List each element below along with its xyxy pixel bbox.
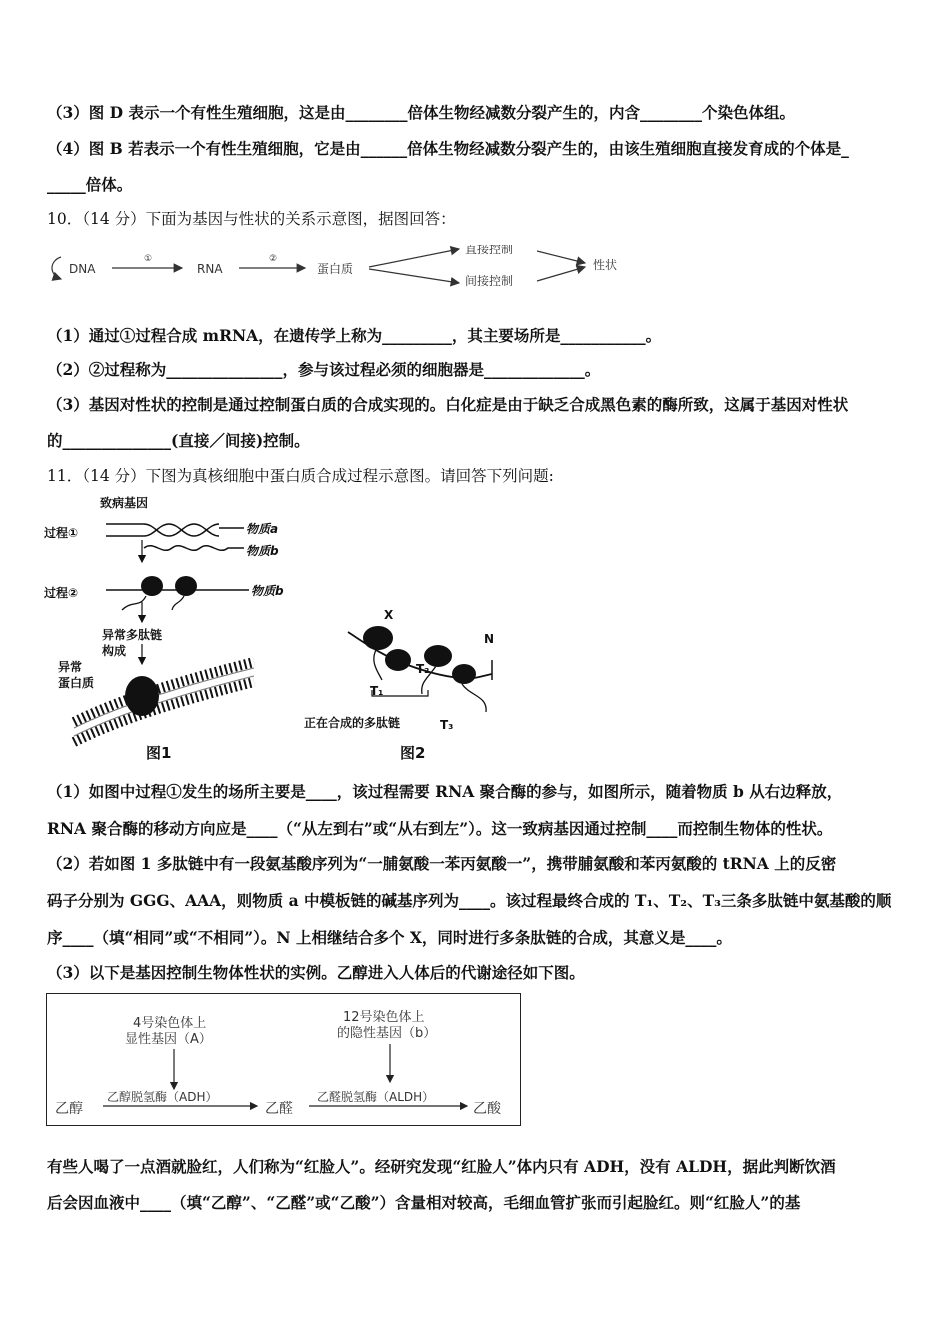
fig1-caption: 图1 [146,744,172,762]
flow-indirect: 间接控制 [465,274,514,288]
fig1-abnormal-chain: 异常多肽链 [102,628,163,642]
fig2-t2-label: T₂ [416,662,430,676]
figure-1 [44,492,294,762]
fig2-t3-label: T₃ [440,718,454,732]
flow-dna: DNA [69,262,96,276]
fig1-abnormal-protein: 异常 [58,660,83,674]
fig1-abnormal-chain-2: 构成 [102,644,127,658]
q11-part2-cont2: 序____（填“相同”或“不相同”）。N 上相继结合多个 X，同时进行多条肽链的合成，其意义是____。 [47,928,732,947]
q9-part3: （3）图 D 表示一个有性生殖细胞，这是由________倍体生物经减数分裂产生的，内含________个染色体组。 [47,103,796,122]
q11-part1: （1）如图中过程①发生的场所主要是____，该过程需要 RNA 聚合酶的参与，如图所示，随着物质 b 从右边释放， [47,782,843,801]
fig2-chain-label: 正在合成的多肽链 [304,716,401,730]
flow-step1: ① [144,254,153,264]
fig2-caption: 图2 [400,744,426,762]
q9-part4: （4）图 B 若表示一个有性生殖细胞，它是由______倍体生物经减数分裂产生的，由该生殖细胞直接发育成的个体是_ [47,139,849,158]
fig1-process1-label: 过程① [44,526,79,540]
fig2-x-label: X [384,608,394,622]
pathway-acetic-acid: 乙酸 [473,1101,501,1117]
fig1-substance-b: 物质b [246,544,279,558]
pathway-gene-a-2: 显性基因（A） [125,1032,212,1047]
pathway-gene-b-1: 12号染色体上 [343,1010,425,1025]
q10-part3: （3）基因对性状的控制是通过控制蛋白质的合成实现的。白化症是由于缺乏合成黑色素的酶所致，这属于基因对性状 [47,395,849,414]
fig1-gene-label: 致病基因 [100,496,149,510]
q11-part2-cont: 码子分别为 GGG、AAA，则物质 a 中模板链的碱基序列为____。该过程最终合成的 T₁、T₂、T₃三条多肽链中氨基酸的顺 [47,891,892,910]
q10-part2: （2）②过程称为_______________，参与该过程必须的细胞器是_____________。 [47,360,601,379]
q11-part2: （2）若如图 1 多肽链中有一段氨基酸序列为“一脯氨酸一苯丙氨酸一”，携带脯氨酸和苯丙氨酸的 tRNA 上的反密 [47,854,837,873]
fig1-substance-a: 物质a [246,522,279,536]
q11-part3-text-cont: 后会因血液中____（填“乙醇”、“乙醛”或“乙酸”）含量相对较高，毛细血管扩张而引起脸红。则“红脸人”的基 [47,1193,801,1212]
ethanol-pathway-box [46,993,521,1126]
pathway-adh: 乙醇脱氢酶（ADH） [107,1090,218,1104]
fig2-t1-label: T₁ [370,684,384,698]
pathway-gene-b-2: 的隐性基因（b） [337,1026,437,1041]
pathway-gene-a-1: 4号染色体上 [133,1016,207,1031]
pathway-acetaldehyde: 乙醛 [265,1101,293,1117]
fig1-abnormal-protein-2: 蛋白质 [58,676,95,690]
q11-part3-text: 有些人喝了一点酒就脸红，人们称为“红脸人”。经研究发现“红脸人”体内只有 ADH，没有 ALDH，据此判断饮酒 [47,1157,836,1176]
q10-part1: （1）通过①过程合成 mRNA，在遗传学上称为_________，其主要场所是___________。 [47,326,662,345]
fig1-substance-b-2: 物质b [251,584,284,598]
flow-protein: 蛋白质 [317,262,354,276]
pathway-aldh: 乙醛脱氢酶（ALDH） [317,1090,435,1104]
q10-part3-cont: 的______________(直接／间接)控制。 [47,431,310,450]
q9-part4-cont: _____倍体。 [47,175,133,194]
pathway-ethanol: 乙醇 [55,1101,83,1117]
q11-title: 11．（14 分）下图为真核细胞中蛋白质合成过程示意图。请回答下列问题: [47,467,554,485]
gene-trait-flow-diagram [47,245,637,295]
flow-step2: ② [269,254,278,264]
flow-direct: 直接控制 [465,245,514,256]
fig2-n-label: N [484,632,495,646]
q10-title: 10．（14 分）下面为基因与性状的关系示意图，据图回答： [47,210,456,228]
flow-trait: 性状 [593,258,618,272]
q11-part1-cont: RNA 聚合酶的移动方向应是____（“从左到右”或“从右到左”）。这一致病基因通过控制____而控制生物体的性状。 [47,819,833,838]
fig1-process2-label: 过程② [44,586,79,600]
flow-rna: RNA [197,262,223,276]
figure-2 [300,600,510,765]
q11-part3: （3）以下是基因控制生物体性状的实例。乙醇进入人体后的代谢途径如下图。 [47,963,585,982]
